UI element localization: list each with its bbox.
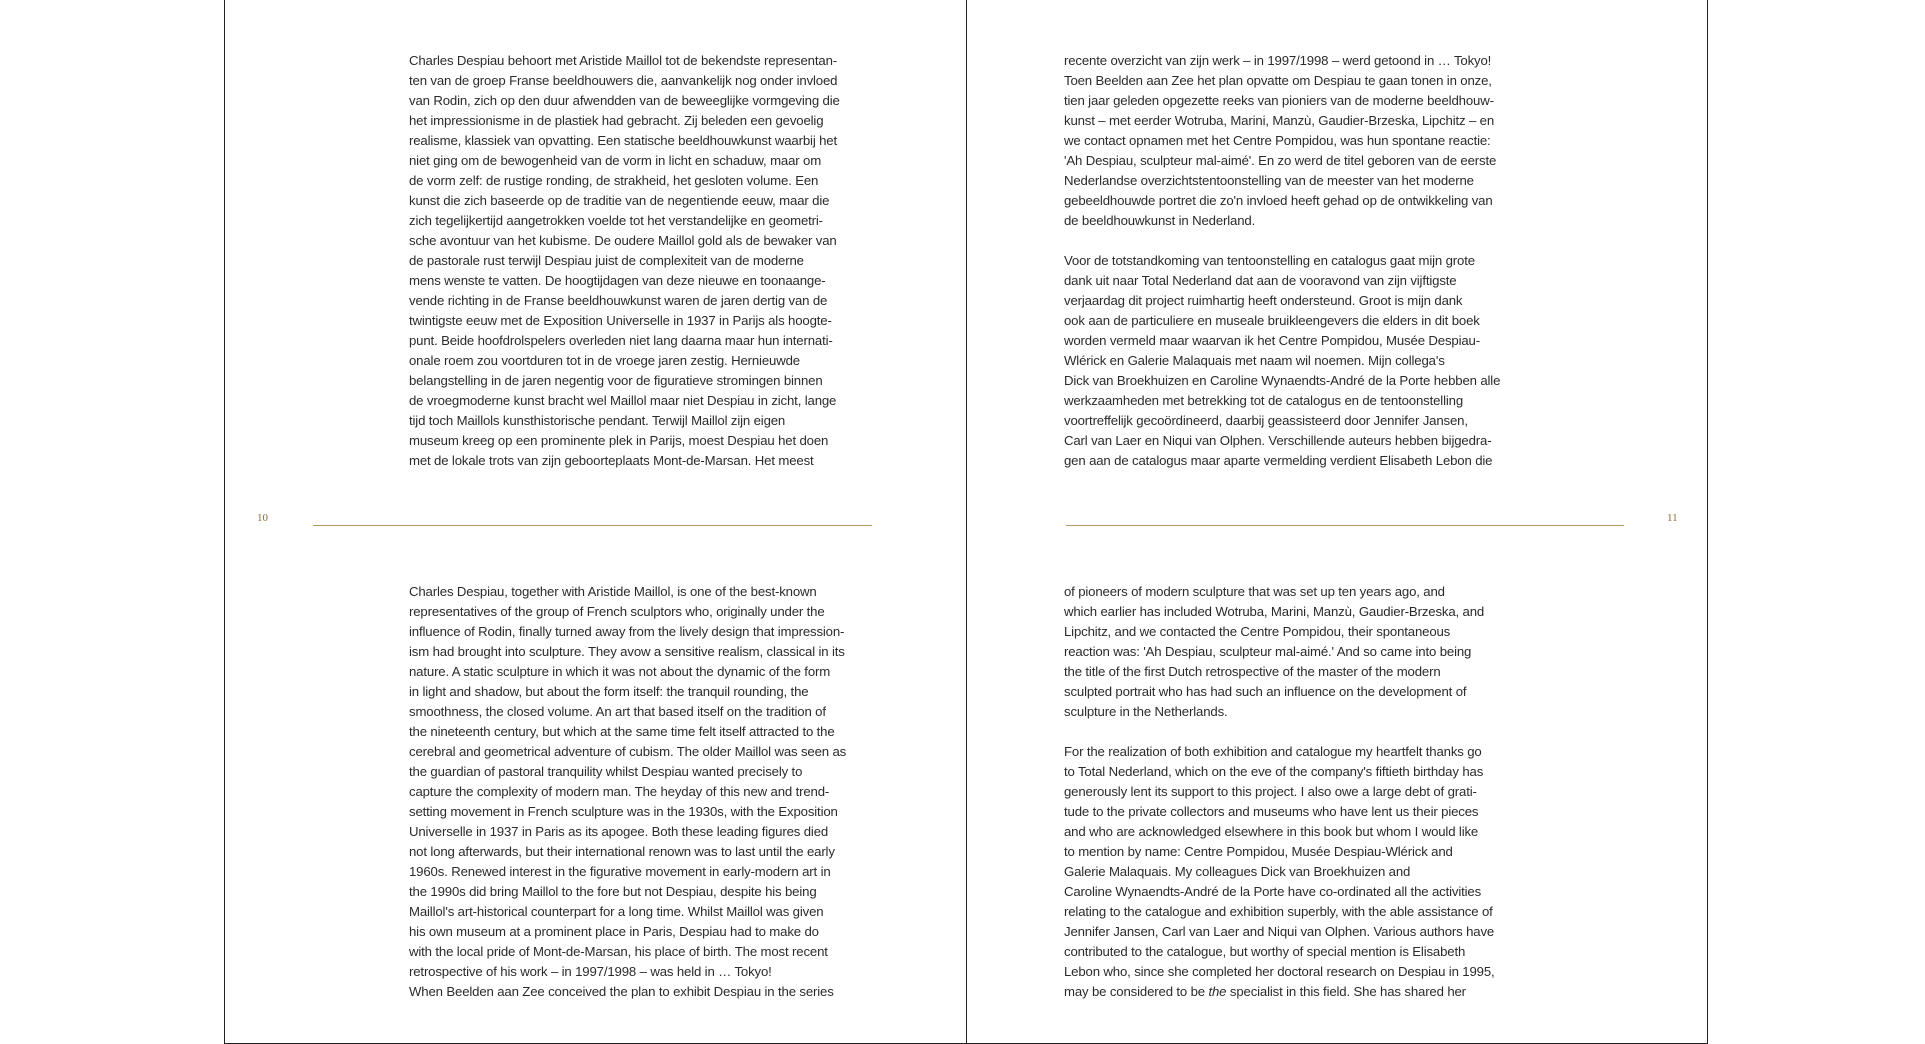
text-line: of pioneers of modern sculpture that was set up ten years ago, and <box>1064 584 1445 599</box>
paragraph <box>1064 582 1495 722</box>
text-line: Caroline Wynaendts-André de la Porte have co-ordinated all the activities <box>1064 884 1482 899</box>
text-line: Carl van Laer en Niqui van Olphen. Verschillende auteurs hebben bijgedra- <box>1064 433 1492 448</box>
text-line: zich tegelijkertijd aangetrokken voelde tot het verstandelijke en geometri- <box>409 213 823 228</box>
paragraph <box>409 582 846 1002</box>
dutch-text-left <box>409 51 840 471</box>
text-line: gebeeldhouwde portret die zo'n invloed heeft gehad op de ontwikkeling van <box>1064 193 1493 208</box>
text-line: punt. Beide hoofdrolspelers overleden niet lang daarna maar hun internati- <box>409 333 833 348</box>
text-line: de pastorale rust terwijl Despiau juist de complexiteit van de moderne <box>409 253 804 268</box>
text-line: Jennifer Jansen, Carl van Laer and Niqui van Olphen. Various authors have <box>1064 924 1495 939</box>
text-line: generously lent its support to this project. I also owe a large debt of grati- <box>1064 784 1477 799</box>
dutch-text-right <box>1064 51 1500 471</box>
text-line: his own museum at a prominent place in Paris, Despiau had to make do <box>409 924 819 939</box>
text-line: met de lokale trots van zijn geboorteplaats Mont-de-Marsan. Het meest <box>409 453 814 468</box>
text-line: capture the complexity of modern man. The heyday of this new and trend- <box>409 784 830 799</box>
page-number-left: 10 <box>257 512 268 524</box>
text-line: sculpted portrait who has had such an influence on the development of <box>1064 684 1467 699</box>
text-line: ook aan de particuliere en museale bruikleengevers die elders in dit boek <box>1064 313 1480 328</box>
text-line: tijd toch Maillols kunsthistorische pendant. Terwijl Maillol zijn eigen <box>409 413 786 428</box>
text-line: werkzaamheden met betrekking tot de catalogus en de tentoonstelling <box>1064 393 1464 408</box>
text-line: tien jaar geleden opgezette reeks van pioniers van de moderne beeldhouw- <box>1064 93 1494 108</box>
text-line: the guardian of pastoral tranquility whilst Despiau wanted precisely to <box>409 764 803 779</box>
text-line: kunst – met eerder Wotruba, Marini, Manzù, Gaudier-Brzeska, Lipchitz – en <box>1064 113 1495 128</box>
text-line: 'Ah Despiau, sculpteur mal-aimé'. En zo werd de titel geboren van de eerste <box>1064 153 1497 168</box>
text-line: and who are acknowledged elsewhere in this book but whom I would like <box>1064 824 1479 839</box>
text-line: we contact opnamen met het Centre Pompidou, was hun spontane reactie: <box>1064 133 1491 148</box>
text-line: smoothness, the closed volume. An art that based itself on the tradition of <box>409 704 826 719</box>
text-line: sche avontuur van het kubisme. De oudere Maillol gold als de bewaker van <box>409 233 837 248</box>
text-line: Dick van Broekhuizen en Caroline Wynaendts-André de la Porte hebben alle <box>1064 373 1501 388</box>
text-line: kunst die zich baseerde op de traditie van de negentiende eeuw, maar die <box>409 193 830 208</box>
text-line: tude to the private collectors and museums who have lent us their pieces <box>1064 804 1479 819</box>
text-line: setting movement in French sculpture was in the 1930s, with the Exposition <box>409 804 838 819</box>
text-line: influence of Rodin, finally turned away from the lively design that impression- <box>409 624 845 639</box>
text-line: not long afterwards, but their international renown was to last until the early <box>409 844 835 859</box>
text-line: 1960s. Renewed interest in the figurative movement in early-modern art in <box>409 864 831 879</box>
text-line: niet ging om de bewogenheid van de vorm in licht en schaduw, maar om <box>409 153 822 168</box>
text-line: Galerie Malaquais. My colleagues Dick van Broekhuizen and <box>1064 864 1411 879</box>
divider-rule-left <box>313 525 872 526</box>
text-line: gen aan de catalogus maar aparte vermelding verdient Elisabeth Lebon die <box>1064 453 1493 468</box>
text-line: the 1990s did bring Maillol to the fore but not Despiau, despite his being <box>409 884 817 899</box>
text-line: Voor de totstandkoming van tentoonstelling en catalogus gaat mijn grote <box>1064 253 1475 268</box>
english-text-right <box>1064 582 1495 1002</box>
text-line: representatives of the group of French sculptors who, originally under the <box>409 604 825 619</box>
text-line: contributed to the catalogue, but worthy of special mention is Elisabeth <box>1064 944 1466 959</box>
text-line: mens wenste te vatten. De hoogtijdagen van deze nieuwe en toonaange- <box>409 273 826 288</box>
paragraph <box>1064 742 1495 982</box>
text-line: to mention by name: Centre Pompidou, Musée Despiau-Wlérick and <box>1064 844 1453 859</box>
text-line: de vroegmoderne kunst bracht wel Maillol maar niet Despiau in zicht, lange <box>409 393 837 408</box>
text-line: nature. A static sculpture in which it was not about the dynamic of the form <box>409 664 831 679</box>
text-line: When Beelden aan Zee conceived the plan to exhibit Despiau in the series <box>409 984 834 999</box>
text-line: with the local pride of Mont-de-Marsan, his place of birth. The most recent <box>409 944 828 959</box>
text-line: reaction was: 'Ah Despiau, sculpteur mal-aimé.' And so came into being <box>1064 644 1472 659</box>
text-line: vende richting in de Franse beeldhouwkunst waren de jaren dertig van de <box>409 293 828 308</box>
text-line: Lebon who, since she completed her doctoral research on Despiau in 1995, <box>1064 964 1495 979</box>
text-line: van Rodin, zich op den duur afwendden van de beweeglijke vormgeving die <box>409 93 840 108</box>
text-line: ism had brought into sculpture. They avow a sensitive realism, classical in its <box>409 644 845 659</box>
paragraph <box>1064 51 1500 231</box>
text-line: het impressionisme in de plastiek had gebracht. Zij beleden een gevoelig <box>409 113 824 128</box>
text-line: realisme, klassiek van opvatting. Een statische beeldhouwkunst waarbij het <box>409 133 837 148</box>
text-line: in light and shadow, but about the form itself: the tranquil rounding, the <box>409 684 809 699</box>
text-line: to Total Nederland, which on the eve of the company's fiftieth birthday has <box>1064 764 1484 779</box>
page-number-right: 11 <box>1667 512 1678 524</box>
text-line: the title of the first Dutch retrospective of the master of the modern <box>1064 664 1441 679</box>
text-line: ten van de groep Franse beeldhouwers die, aanvankelijk nog onder invloed <box>409 73 838 88</box>
text-line: cerebral and geometrical adventure of cubism. The older Maillol was seen as <box>409 744 847 759</box>
text-line: may be considered to be the specialist in this field. She has shared her <box>1064 984 1466 999</box>
text-line: Wlérick en Galerie Malaquais met naam wil noemen. Mijn collega's <box>1064 353 1445 368</box>
text-line: the nineteenth century, but which at the same time felt itself attracted to the <box>409 724 835 739</box>
text-line: Lipchitz, and we contacted the Centre Pompidou, their spontaneous <box>1064 624 1451 639</box>
text-line: de vorm zelf: de rustige ronding, de strakheid, het gesloten volume. Een <box>409 173 819 188</box>
text-line: worden vermeld maar waarvan ik het Centre Pompidou, Musée Despiau- <box>1064 333 1480 348</box>
text-line: verjaardag dit project ruimhartig heeft ondersteund. Groot is mijn dank <box>1064 293 1463 308</box>
text-line: Maillol's art-historical counterpart for a long time. Whilst Maillol was given <box>409 904 824 919</box>
page-gutter <box>966 0 967 1043</box>
text-line: de beeldhouwkunst in Nederland. <box>1064 213 1256 228</box>
text-line: Nederlandse overzichtstentoonstelling van de meester van het moderne <box>1064 173 1474 188</box>
paragraph <box>409 51 840 471</box>
divider-rule-right <box>1066 525 1624 526</box>
text-line: retrospective of his work – in 1997/1998 – was held in … Tokyo! <box>409 964 772 979</box>
text-line: onale roem zou voortduren tot in de vroege jaren zestig. Hernieuwde <box>409 353 800 368</box>
text-line: Charles Despiau, together with Aristide Maillol, is one of the best-known <box>409 584 817 599</box>
text-line: which earlier has included Wotruba, Marini, Manzù, Gaudier-Brzeska, and <box>1064 604 1485 619</box>
text-line: Toen Beelden aan Zee het plan opvatte om Despiau te gaan tonen in onze, <box>1064 73 1492 88</box>
text-line: sculpture in the Netherlands. <box>1064 704 1228 719</box>
text-line: For the realization of both exhibition and catalogue my heartfelt thanks go <box>1064 744 1482 759</box>
text-line: Universelle in 1937 in Paris as its apogee. Both these leading figures died <box>409 824 829 839</box>
text-line: Charles Despiau behoort met Aristide Maillol tot de bekendste representan- <box>409 53 837 68</box>
paragraph <box>1064 251 1500 471</box>
text-line: belangstelling in de jaren negentig voor de figuratieve stromingen binnen <box>409 373 823 388</box>
english-text-left <box>409 582 846 1002</box>
text-line: relating to the catalogue and exhibition superbly, with the able assistance of <box>1064 904 1493 919</box>
text-line: recente overzicht van zijn werk – in 1997/1998 – werd getoond in … Tokyo! <box>1064 53 1492 68</box>
text-line: dank uit naar Total Nederland dat aan de vooravond van zijn vijftigste <box>1064 273 1457 288</box>
text-line: twintigste eeuw met de Exposition Universelle in 1937 in Parijs als hoogte- <box>409 313 832 328</box>
text-line: voortreffelijk gecoördineerd, daarbij geassisteerd door Jennifer Jansen, <box>1064 413 1468 428</box>
text-line: museum kreeg op een prominente plek in Parijs, moest Despiau het doen <box>409 433 829 448</box>
